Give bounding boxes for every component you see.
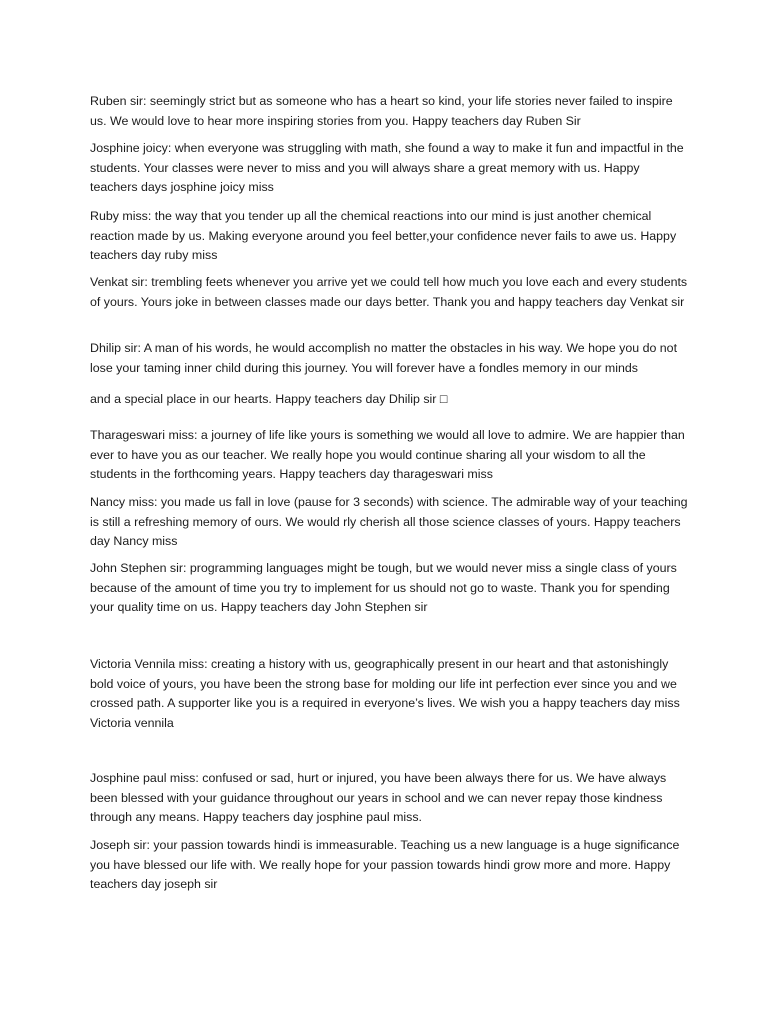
paragraph-tharageswari-miss: Tharageswari miss: a journey of life like yours is something we would all love to admire. We are happier than ever to have you as our teacher. We really hope you would continue sharing all your wisdom to all the students in the forthcoming years. Happy teachers day tharageswari miss — [90, 428, 685, 481]
paragraph-dhilip-sir: Dhilip sir: A man of his words, he would accomplish no matter the obstacles in his way. We hope you do not lose your taming inner child during this journey. You will forever have a fondles memory in our minds — [90, 341, 678, 375]
paragraph-dhilip-sir-continued: and a special place in our hearts. Happy teachers day Dhilip sir □ — [90, 392, 448, 406]
paragraph-joseph-sir: Joseph sir: your passion towards hindi is immeasurable. Teaching us a new language is a huge significance you have blessed our life with. We really hope for your passion towards hindi grow more and more. Happy teachers day joseph sir — [90, 838, 680, 891]
paragraph-josphine-paul-miss: Josphine paul miss: confused or sad, hurt or injured, you have been always there for us. We have always been blessed with your guidance throughout our years in school and we can never repay those kindness through any means. Happy teachers day josphine paul miss. — [90, 771, 667, 824]
paragraph-victoria-vennila-miss: Victoria Vennila miss: creating a history with us, geographically present in our heart and that astonishingly bold voice of yours, you have been the strong base for molding our life int perfection ever since you and we crossed path. A supporter like you is a required in everyone’s lives. We wish you a happy teachers day miss Victoria vennila — [90, 657, 680, 730]
paragraph-ruben-sir: Ruben sir: seemingly strict but as someone who has a heart so kind, your life stories never failed to inspire us. We would love to hear more inspiring stories from you. Happy teachers day Ruben Sir — [90, 94, 673, 128]
paragraph-ruby-miss: Ruby miss: the way that you tender up all the chemical reactions into our mind is just another chemical reaction made by us. Making everyone around you feel better,your confidence never fails to awe us. Happy teachers day ruby miss — [90, 209, 677, 262]
paragraph-john-stephen-sir: John Stephen sir: programming languages might be tough, but we would never miss a single class of yours because of the amount of time you try to implement for us should not go to waste. Thank you for spending your quality time on us. Happy teachers day John Stephen sir — [90, 561, 677, 614]
paragraph-venkat-sir: Venkat sir: trembling feets whenever you arrive yet we could tell how much you love each and every students of yours. Yours joke in between classes made our days better. Thank you and happy teachers day Venkat sir — [90, 275, 688, 309]
paragraph-nancy-miss: Nancy miss: you made us fall in love (pause for 3 seconds) with science. The admirable way of your teaching is still a refreshing memory of ours. We would rly cherish all those science classes of yours. Happy teachers day Nancy miss — [90, 495, 688, 548]
paragraph-josphine-joicy: Josphine joicy: when everyone was struggling with math, she found a way to make it fun and impactful in the students. Your classes were never to miss and you will always share a great memory with us. Happy teachers days josphine joicy miss — [90, 141, 684, 194]
